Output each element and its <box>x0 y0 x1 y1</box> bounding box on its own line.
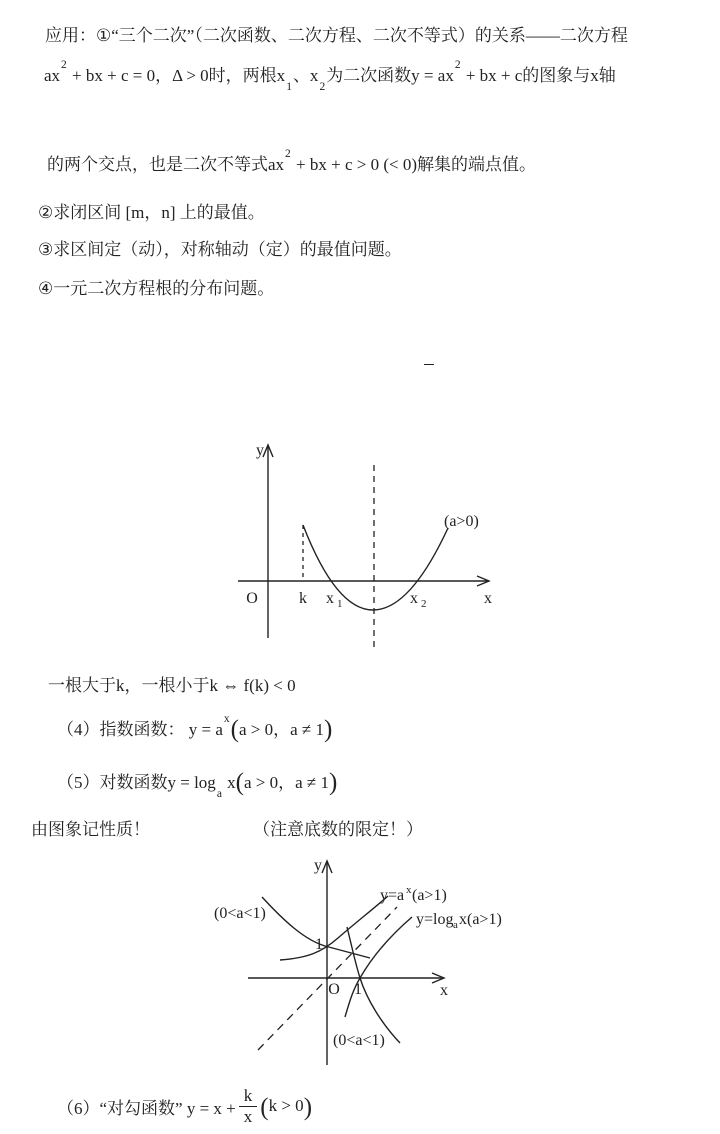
fraction-k-over-x: $\frac{k}{x}$ <box>239 1086 258 1125</box>
exp-increasing-curve <box>280 896 388 960</box>
line-application-heading: 应用：①“三个二次”（二次函数、二次方程、二次不等式）的关系——二次方程 <box>45 26 628 45</box>
line-item4-root-distribution: ④一元二次方程根的分布问题。 <box>38 279 275 298</box>
parabola-diagram <box>230 436 500 660</box>
line-example-lead <box>48 354 50 380</box>
fraction-b-over-2a <box>424 364 434 365</box>
line-quadratic-roots: $ax^2$ + bx + c = 0，Δ > 0时，两根$x_1$、$x_2$为二次函数$y = ax^2$ + bx + c的图象与x轴 <box>44 59 616 94</box>
exp-log-diagram <box>200 852 520 1078</box>
line-base-restriction-note: （注意底数的限定！） <box>253 820 423 839</box>
x1-label: x <box>326 590 334 607</box>
one-on-y-axis: 1 <box>315 936 323 953</box>
line-intersections: 的两个交点，也是二次不等式$ax^2$ + bx + c > 0 (< 0)解集的端点值。 <box>47 148 537 174</box>
exp-label-superscript: x <box>406 884 412 896</box>
axis-label-y: y <box>256 442 264 459</box>
log-label: y=log <box>416 911 454 928</box>
log-label-subscript: a <box>453 919 458 931</box>
line-item2-closed-interval: ②求闭区间 [m，n] 上的最值。 <box>38 203 265 222</box>
decreasing-exp-note: (0<a<1) <box>214 905 266 922</box>
line-remember-by-graph: 由图象记性质！ <box>31 820 150 839</box>
condition-vertex <box>421 364 437 365</box>
log-label-tail: x(a>1) <box>459 911 502 928</box>
axis-label-x: x <box>440 982 448 999</box>
condition-list <box>421 357 437 372</box>
origin-label: O <box>246 590 258 607</box>
decreasing-log-note: (0<a<1) <box>333 1032 385 1049</box>
origin-label: O <box>328 981 340 998</box>
log-increasing-curve <box>345 917 412 1017</box>
a-positive-note: (a>0) <box>444 513 479 530</box>
line-item4-exponential: （4）指数函数： $y = a^x(a > 0$，a ≠ 1) <box>57 713 333 743</box>
condition-system <box>417 312 437 416</box>
x2-subscript: 2 <box>421 598 427 610</box>
x2-label: x <box>410 590 418 607</box>
one-on-x-axis: 1 <box>354 981 362 998</box>
line-item5-logarithm: （5）对数函数$y = \log_a x(a > 0$，a ≠ 1) <box>57 769 338 801</box>
exp-label-tail: (a>1) <box>412 887 447 904</box>
line-one-root-condition: 一根大于k，一根小于k ⇔ f(k) < 0 <box>48 676 296 695</box>
axis-label-y: y <box>314 857 322 874</box>
k-label: k <box>299 590 307 607</box>
line-item3-interval-axis: ③求区间定（动），对称轴动（定）的最值问题。 <box>38 240 402 259</box>
axis-label-x: x <box>484 590 492 607</box>
line-item6-hook-function: （6）“对勾函数” y = x + $\frac{k}{x}$ ( k > 0 ) <box>57 1086 313 1126</box>
exp-label: y=a <box>380 887 405 904</box>
x1-subscript: 1 <box>337 598 343 610</box>
